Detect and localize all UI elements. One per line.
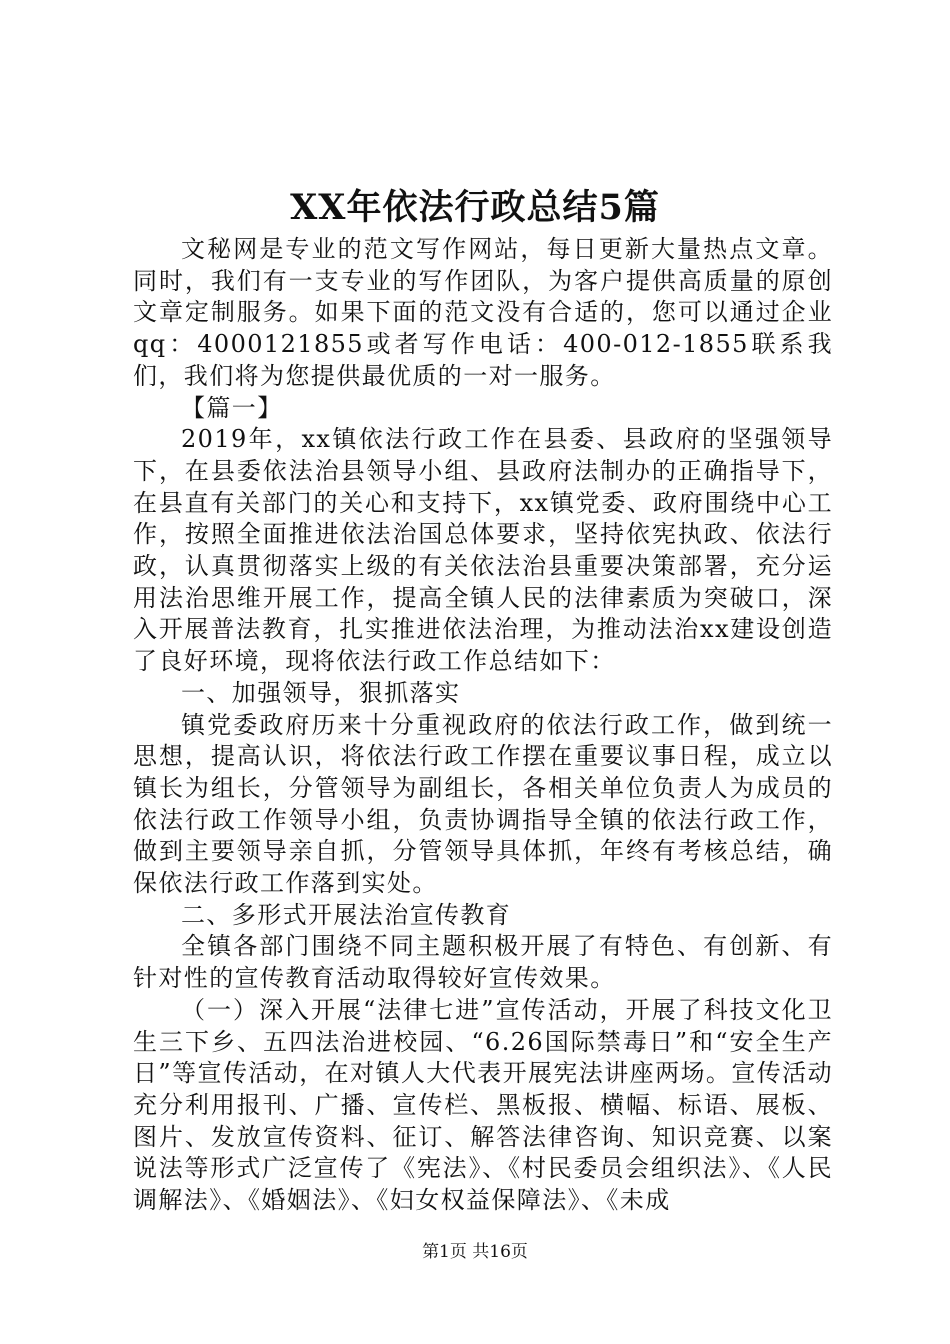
body-paragraph: 镇党委政府历来十分重视政府的依法行政工作，做到统一思想，提高认识，将依法行政工作摆在重要议事日程，成立以镇长为组长，分管领导为副组长，各相关单位负责人为成员的依法行政工作领导小组，负责协调指导全镇的依法行政工作，做到主要领导亲自抓，分管领导具体抓，年终有考核总结，确保依法行政工作落到实处。 <box>133 710 833 898</box>
body-paragraph: 全镇各部门围绕不同主题积极开展了有特色、有创新、有针对性的宣传教育活动取得较好宣传效果。 <box>133 932 833 993</box>
document-title: XX年依法行政总结5篇 <box>290 187 660 228</box>
section-heading-part-one: 【篇一】 <box>181 393 283 422</box>
intro-paragraph: 文秘网是专业的范文写作网站，每日更新大量热点文章。同时，我们有一支专业的写作团队，为客户提供高质量的原创文章定制服务。如果下面的范文没有合适的，您可以通过企业qq：4000121855或者写作电话：400-012-1855联系我们，我们将为您提供最优质的一对一服务。 <box>133 235 833 390</box>
body-paragraph: 2019年，xx镇依法行政工作在县委、县政府的坚强领导下，在县委依法治县领导小组、县政府法制办的正确指导下，在县直有关部门的关心和支持下，xx镇党委、政府围绕中心工作，按照全面推进依法治国总体要求，坚持依宪执政、依法行政，认真贯彻落实上级的有关依法治县重要决策部署，充分运用法治思维开展工作，提高全镇人民的法律素质为突破口，深入开展普法教育，扎实推进依法治理，为推动法治xx建设创造了良好环境，现将依法行政工作总结如下： <box>133 425 833 676</box>
page-footer: 第1页 共16页 <box>422 1242 528 1262</box>
section-heading: 二、多形式开展法治宣传教育 <box>181 900 512 929</box>
section-heading: 一、加强领导，狠抓落实 <box>181 678 461 707</box>
document-body <box>133 234 833 1217</box>
body-paragraph: （一）深入开展“法律七进”宣传活动，开展了科技文化卫生三下乡、五四法治进校园、“6.26国际禁毒日”和“安全生产日”等宣传活动，在对镇人大代表开展宪法讲座两场。宣传活动充分利用报刊、广播、宣传栏、黑板报、横幅、标语、展板、图片、发放宣传资料、征订、解答法律咨询、知识竞赛、以案说法等形式广泛宣传了《宪法》、《村民委员会组织法》、《人民调解法》、《婚姻法》、《妇女权益保障法》、《未成 <box>133 995 833 1215</box>
